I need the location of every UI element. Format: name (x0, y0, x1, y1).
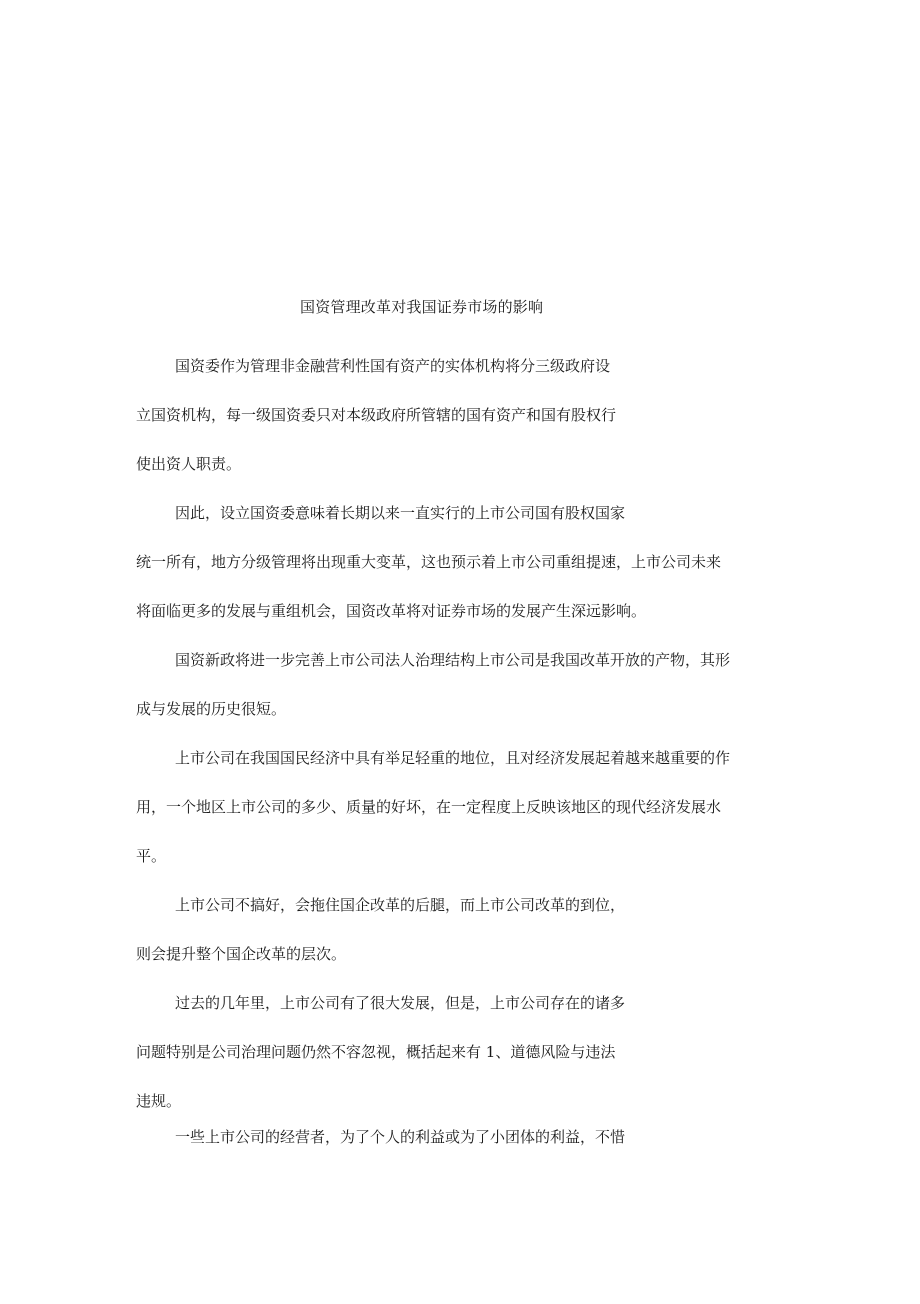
paragraph-line: 则会提升整个国企改革的层次。 (136, 945, 347, 963)
paragraph-line: 国资委作为管理非金融营利性国有资产的实体机构将分三级政府设 (175, 357, 611, 375)
paragraph-line: 平。 (136, 847, 167, 865)
paragraph-line: 一些上市公司的经营者，为了个人的利益或为了小团体的利益，不惜 (175, 1128, 626, 1146)
paragraph-line: 过去的几年里，上市公司有了很大发展，但是，上市公司存在的诸多 (175, 994, 626, 1012)
paragraph-line: 问题特别是公司治理问题仍然不容忽视，概括起来有 1、道德风险与违法 (136, 1043, 616, 1061)
paragraph-line: 因此，设立国资委意味着长期以来一直实行的上市公司国有股权国家 (175, 504, 626, 522)
paragraph-line: 违规。 (136, 1092, 182, 1110)
paragraph-line: 使出资人职责。 (136, 455, 242, 473)
document-title: 国资管理改革对我国证券市场的影响 (300, 298, 544, 316)
paragraph-line: 立国资机构，每一级国资委只对本级政府所管辖的国有资产和国有股权行 (136, 406, 617, 424)
paragraph-line: 统一所有，地方分级管理将出现重大变革，这也预示着上市公司重组提速，上市公司未来 (136, 553, 722, 571)
paragraph-line: 将面临更多的发展与重组机会，国资改革将对证券市场的发展产生深远影响。 (136, 602, 647, 620)
paragraph-line: 用，一个地区上市公司的多少、质量的好坏，在一定程度上反映该地区的现代经济发展水 (136, 798, 722, 816)
paragraph-line: 上市公司不搞好，会拖住国企改革的后腿，而上市公司改革的到位， (175, 896, 626, 914)
paragraph-line: 国资新政将进一步完善上市公司法人治理结构上市公司是我国改革开放的产物，其形 (175, 651, 731, 669)
paragraph-line: 上市公司在我国国民经济中具有举足轻重的地位，且对经济发展起着越来越重要的作 (175, 749, 731, 767)
paragraph-line: 成与发展的历史很短。 (136, 700, 287, 718)
